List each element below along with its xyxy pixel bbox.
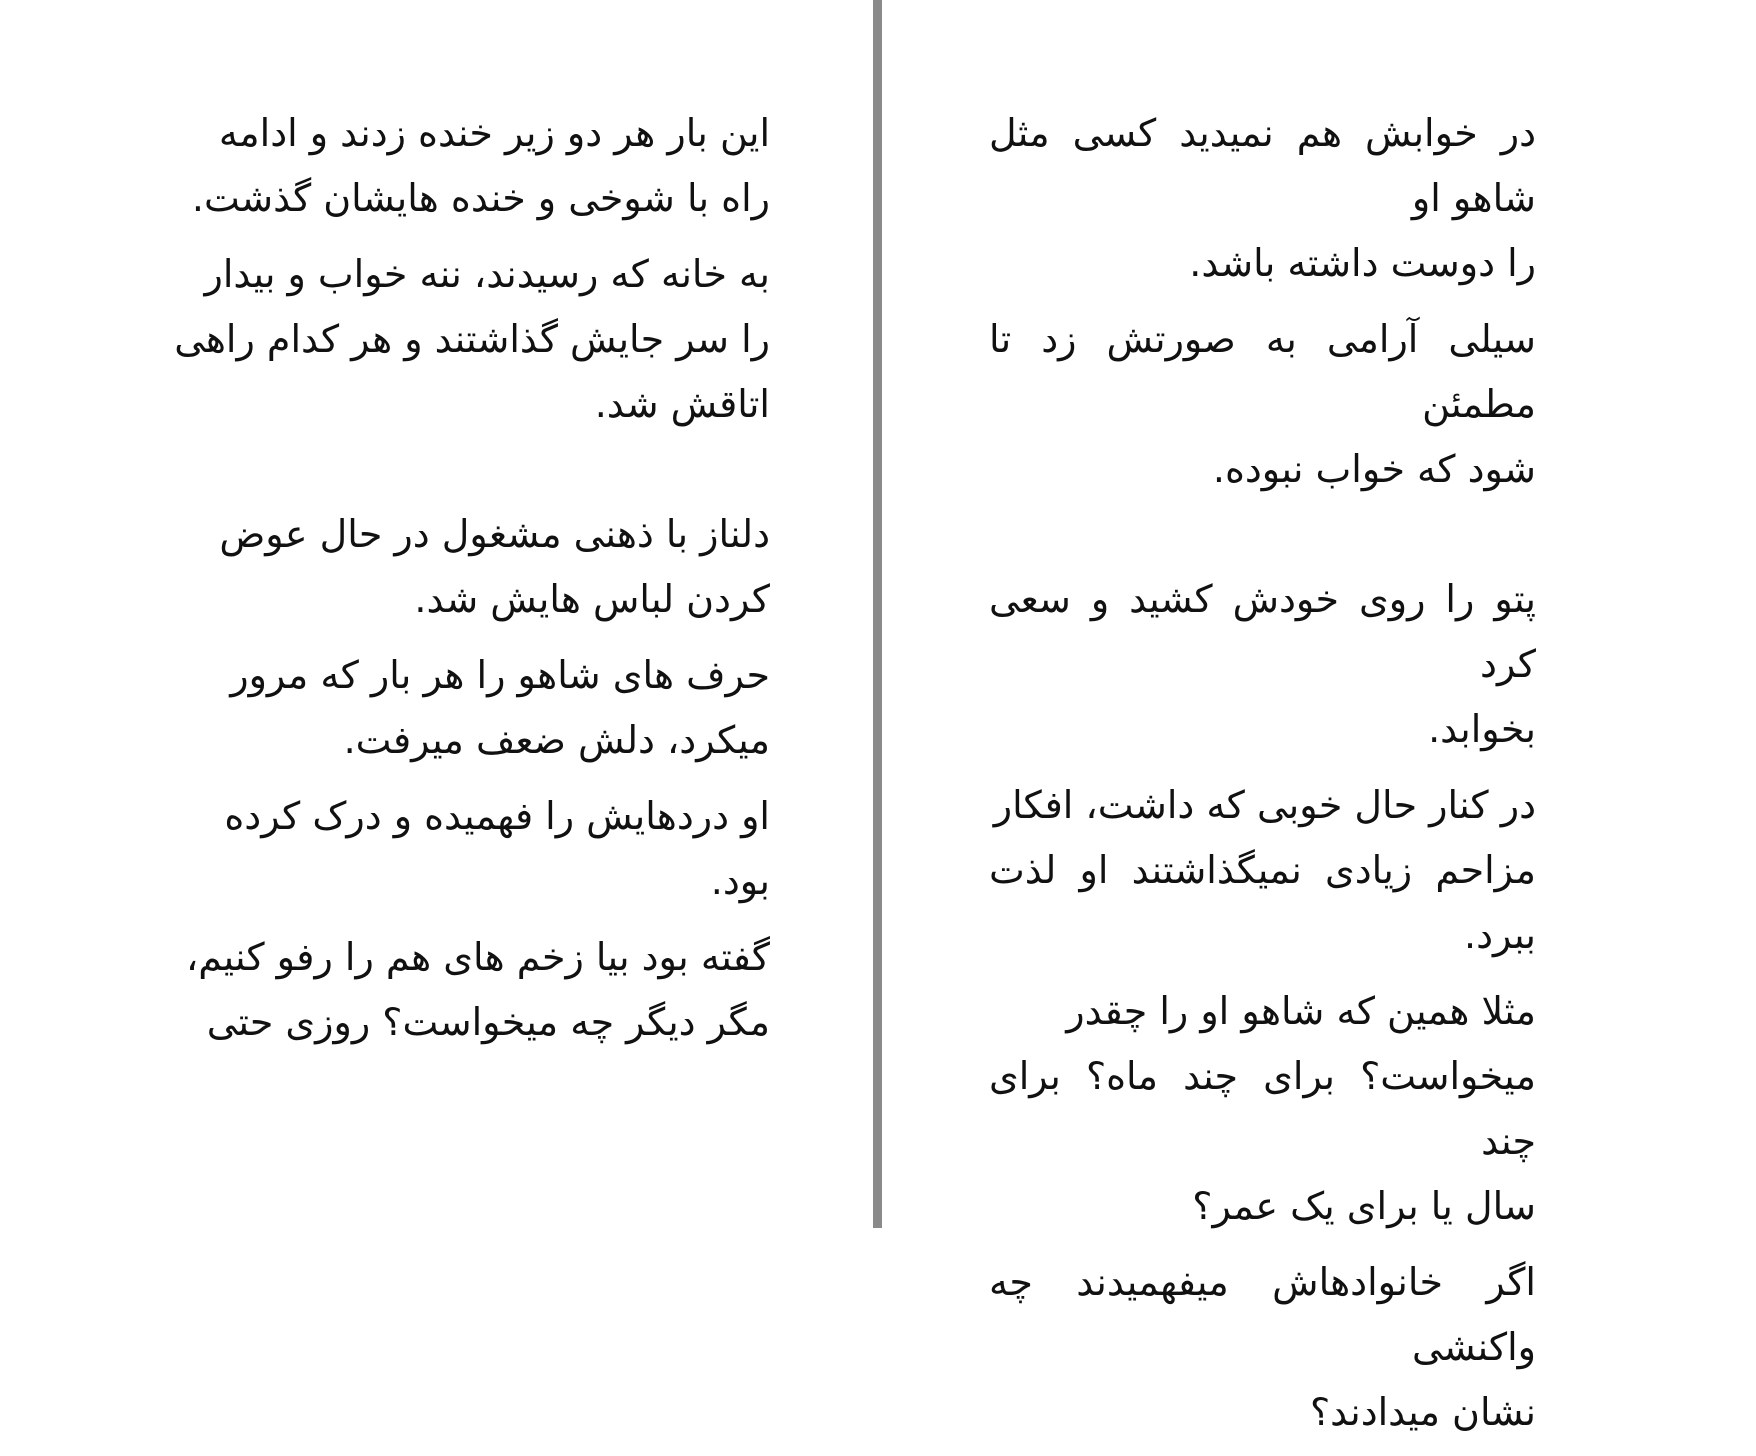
paragraph: حرف های شاهو را هر بار که مرور میکرد، دلش ضعف میرفت. [230,653,770,762]
left-page [0,0,873,1228]
right-page [882,0,1756,1434]
paragraph: سیلی آرامی به صورتش زد تا مطمئن شود که خواب نبوده. [989,317,1536,491]
paragraph: مثلا همین که شاهو او را چقدر میخواست؟ برای چند ماه؟ برای چند سال یا برای یک عمر؟ [989,989,1536,1228]
paragraph: او دردهایش را فهمیده و درک کرده بود. [224,794,770,903]
paragraph: در خوابش هم نمیدید کسی مثل شاهو او را دوست داشته باشد. [989,111,1536,285]
paragraph: به خانه که رسیدند، ننه خواب و بیدار را سر جایش گذاشتند و هر کدام راهی اتاقش شد. [174,252,770,426]
paragraph: دلناز با ذهنی مشغول در حال عوض کردن لباس هایش شد. [219,512,770,621]
page-gutter-divider [873,0,882,1228]
paragraph: این بار هر دو زیر خنده زدند و ادامه راه با شوخی و خنده هایشان گذشت. [191,111,770,220]
left-page-text [122,101,770,1066]
paragraph: پتو را روی خودش کشید و سعی کرد بخوابد. [989,577,1536,751]
right-page-text [989,101,1536,1456]
paragraph: گفته بود بیا زخم های هم را رفو کنیم، مگر دیگر چه میخواست؟ روزی حتی [186,935,770,1044]
paragraph: اگر خانوادهاش میفهمیدند چه واکنشی نشان میدادند؟ [989,1260,1536,1434]
paragraph: در کنار حال خوبی که داشت، افکار مزاحم زیادی نمیگذاشتند او لذت ببرد. [989,783,1536,957]
